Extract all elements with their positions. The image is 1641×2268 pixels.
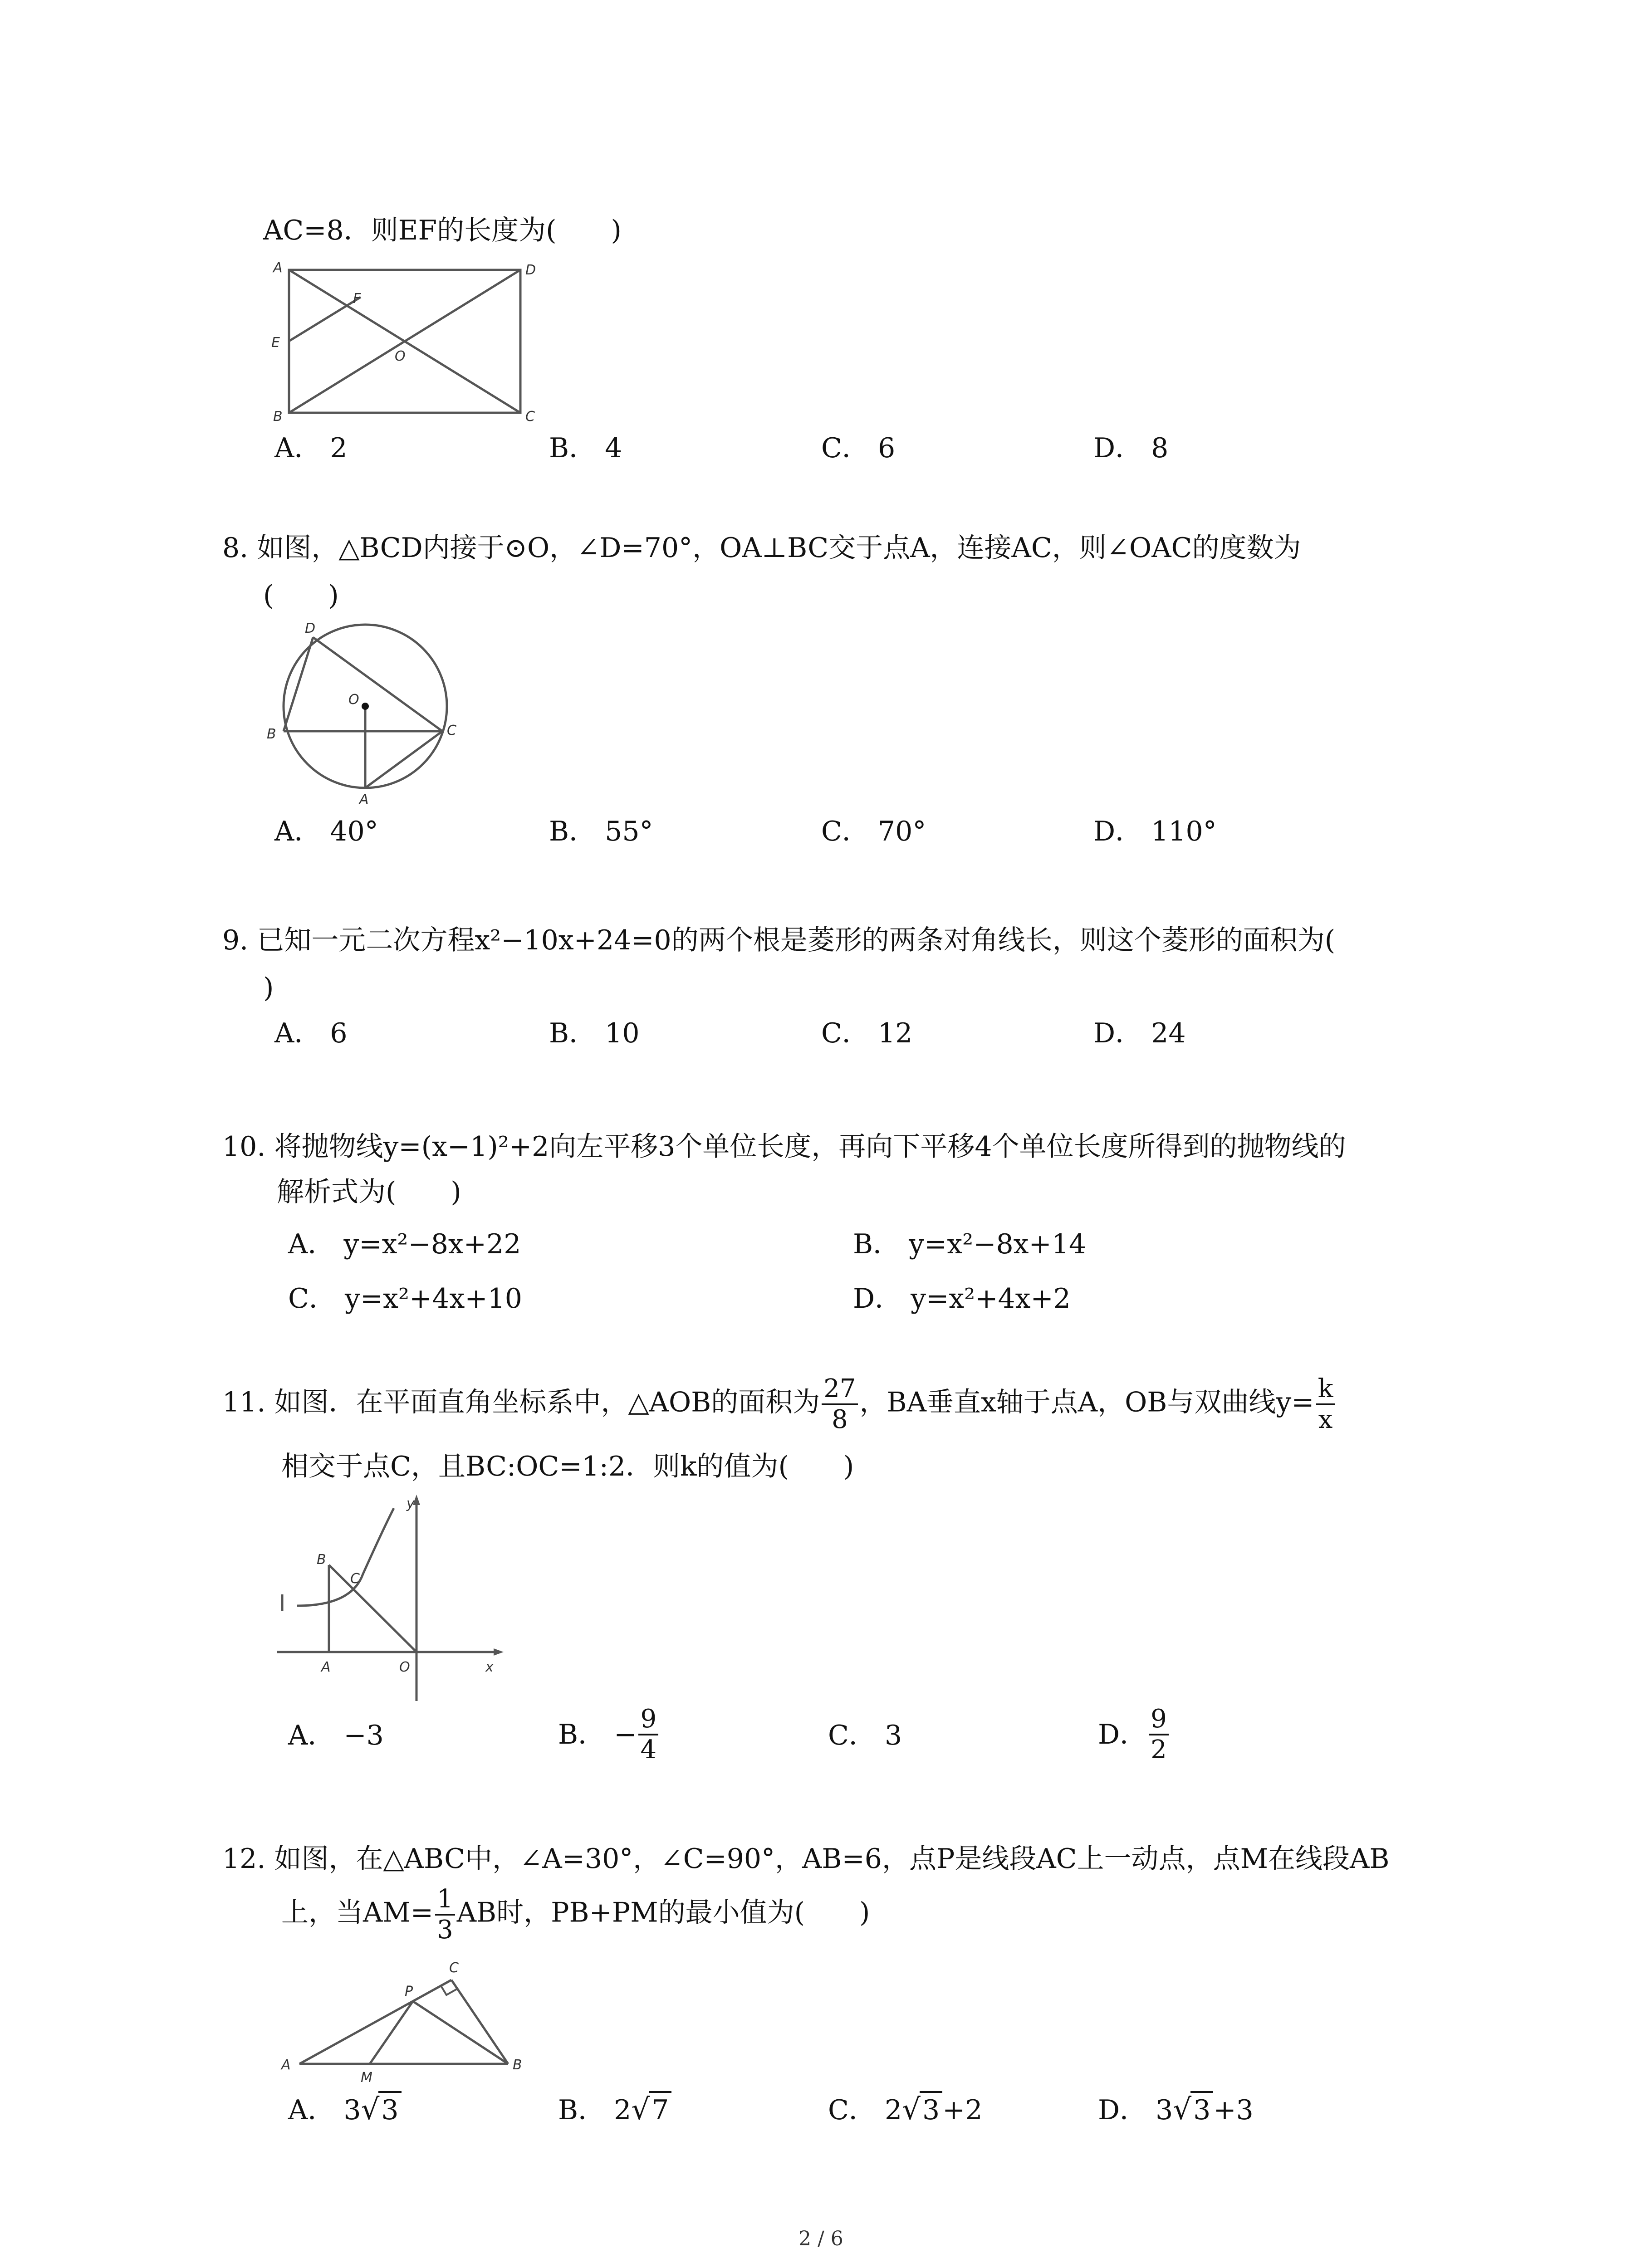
q12-option-d-radicand: 3 [1190, 2091, 1213, 2127]
q11-area-denominator: 8 [832, 1405, 848, 1434]
q8-circle-figure [263, 617, 481, 807]
q7-label-o: O [395, 348, 406, 364]
q11-option-c: C． 3 [828, 1720, 902, 1751]
q7-label-d: D [525, 262, 536, 278]
q10-option-d: D． y=x²+4x+2 [853, 1283, 1071, 1315]
q11-area-fraction [822, 1374, 857, 1434]
q12-option-b-radicand: 7 [649, 2091, 671, 2127]
q12-option-c [828, 2091, 983, 2127]
q12-fraction [435, 1885, 455, 1945]
q9-option-b: B． 10 [549, 1017, 640, 1049]
q12-label-b: B [513, 2057, 522, 2073]
q11-stem-part2: ，BA垂直x轴于点A，OB与双曲线y= [859, 1386, 1314, 1418]
q12-stem-line1: 12. 如图，在△ABC中，∠A=30°，∠C=90°，AB=6，点P是线段AC上一动点，点M在线段AB [222, 1843, 1390, 1875]
q7-label-e: E [271, 335, 280, 351]
q11-label-b: B [317, 1552, 326, 1568]
q12-option-c-coef: C． 2 [828, 2094, 902, 2126]
q11-option-d-num: 9 [1149, 1705, 1169, 1735]
q11-stem-line1 [222, 1374, 1337, 1434]
q12-label-a: A [281, 2057, 291, 2073]
q11-stem-line2: 相交于点C，且BC:OC=1:2．则k的值为( ) [281, 1451, 854, 1482]
q11-x-denominator: x [1318, 1405, 1333, 1434]
sqrt-icon: √ [902, 2093, 921, 2126]
sqrt-icon: √ [361, 2093, 380, 2126]
q11-option-b [558, 1705, 660, 1765]
q10-option-a: A． y=x²−8x+22 [288, 1228, 521, 1260]
q8-stem-line2: ( ) [263, 580, 339, 611]
q12-option-c-radicand: 3 [920, 2091, 942, 2127]
q9-option-a: A． 6 [274, 1017, 348, 1049]
q8-label-o: O [348, 692, 359, 708]
q12-triangle-figure [272, 1950, 544, 2096]
q12-stem-line2 [281, 1885, 870, 1945]
q7-option-d: D． 8 [1093, 432, 1169, 464]
q12-label-c: C [449, 1960, 459, 1976]
q11-option-b-fraction [638, 1705, 658, 1765]
q10-option-c: C． y=x²+4x+10 [288, 1283, 522, 1315]
q11-option-d-fraction [1149, 1705, 1169, 1765]
q12-option-b [558, 2091, 671, 2127]
q11-label-a: A [321, 1659, 331, 1675]
q11-option-d-den: 2 [1151, 1735, 1167, 1765]
q8-label-b: B [267, 726, 276, 742]
q11-k-numerator: k [1316, 1374, 1335, 1405]
q7-option-c: C． 6 [821, 432, 896, 464]
q12-option-d-suffix: +3 [1213, 2094, 1254, 2126]
q7-label-b: B [273, 409, 283, 425]
q9-option-d: D． 24 [1093, 1017, 1186, 1049]
sqrt-icon: √ [1173, 2093, 1192, 2126]
q8-option-a: A． 40° [274, 816, 378, 847]
q11-label-y: y [407, 1496, 415, 1512]
q7-rectangle-figure [263, 254, 554, 435]
q12-denominator: 3 [437, 1915, 453, 1945]
q10-stem-line2: 解析式为( ) [277, 1176, 461, 1208]
q11-hyperbola-fraction [1316, 1374, 1335, 1434]
q12-option-a-coef: A． 3 [288, 2094, 361, 2126]
q12-label-p: P [405, 1984, 413, 1999]
q11-option-a: A． −3 [288, 1720, 384, 1751]
q7-label-f: F [353, 291, 361, 307]
page-number: 2 / 6 [798, 2227, 843, 2250]
q8-option-b: B． 55° [549, 816, 653, 847]
q12-option-a-radicand: 3 [378, 2091, 401, 2127]
q11-label-c: C [350, 1571, 360, 1587]
q12-stem-part2: AB时，PB+PM的最小值为( ) [456, 1897, 870, 1929]
q11-option-d [1098, 1705, 1171, 1765]
q10-option-b: B． y=x²−8x+14 [853, 1228, 1087, 1260]
q9-option-c: C． 12 [821, 1017, 913, 1049]
q11-option-b-prefix: B． − [558, 1719, 637, 1750]
q8-option-d: D． 110° [1093, 816, 1217, 847]
q11-coordinate-figure [272, 1492, 526, 1710]
q8-option-c: C． 70° [821, 816, 926, 847]
q11-option-d-prefix: D． [1098, 1719, 1147, 1750]
q8-stem-line1: 8. 如图，△BCD内接于⊙O，∠D=70°，OA⊥BC交于点A，连接AC，则∠OAC的度数为 [222, 532, 1301, 564]
sqrt-icon: √ [631, 2093, 650, 2126]
q8-label-a: A [359, 792, 369, 807]
q7-stem-tail: AC=8．则EF的长度为( ) [263, 215, 622, 246]
q12-option-d [1098, 2091, 1254, 2127]
q11-option-b-den: 4 [640, 1735, 657, 1765]
q8-label-c: C [447, 723, 456, 738]
q12-stem-part1: 上，当AM= [281, 1897, 434, 1929]
q9-stem-line2: ) [263, 972, 274, 1004]
q12-option-c-suffix: +2 [942, 2094, 983, 2126]
q11-option-b-num: 9 [638, 1705, 658, 1735]
q10-stem-line1: 10. 将抛物线y=(x−1)²+2向左平移3个单位长度，再向下平移4个单位长度所得到的抛物线的 [222, 1131, 1346, 1163]
q11-label-o: O [399, 1659, 410, 1675]
q7-label-a: A [273, 260, 283, 276]
q11-label-x: x [485, 1659, 494, 1675]
q7-label-c: C [525, 409, 535, 425]
q12-option-d-coef: D． 3 [1098, 2094, 1173, 2126]
q11-stem-part1: 11. 如图．在平面直角坐标系中，△AOB的面积为 [222, 1386, 820, 1418]
q11-area-numerator: 27 [822, 1374, 857, 1405]
q8-label-d: D [305, 621, 316, 636]
q9-stem-line1: 9. 已知一元二次方程x²−10x+24=0的两个根是菱形的两条对角线长，则这个菱形的面积为( [222, 924, 1336, 956]
q12-numerator: 1 [435, 1885, 455, 1916]
q7-option-b: B． 4 [549, 432, 622, 464]
q12-option-b-coef: B． 2 [558, 2094, 632, 2126]
q12-label-m: M [361, 2070, 372, 2086]
q7-option-a: A． 2 [274, 432, 348, 464]
q12-option-a [288, 2091, 402, 2127]
